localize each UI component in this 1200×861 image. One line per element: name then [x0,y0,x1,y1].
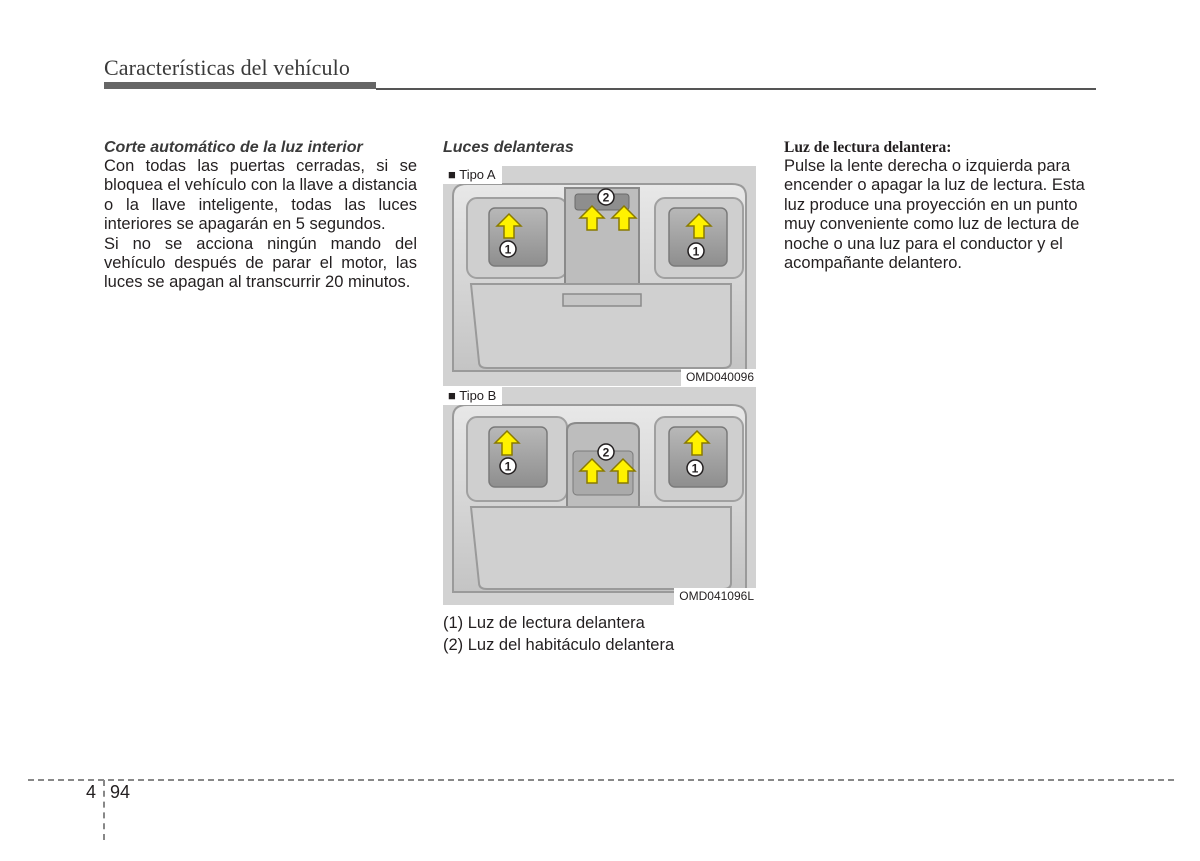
caption-1: (1) Luz de lectura delantera [443,614,645,632]
left-column [104,138,417,293]
section-heading-auto-off: Corte automático de la luz interior [104,139,363,156]
paragraph-auto-off-1: Con todas las puertas cerradas, si se bloquea el vehículo con la llave a distancia o la llave inteligente, todas las luces interiores se apagarán en 5 segundos. [104,157,417,234]
figure-label-type-a: ■ Tipo A [443,166,502,184]
chapter-number: 4 [86,782,97,802]
overhead-console-illustration-a [443,166,756,386]
caption-2: (2) Luz del habitáculo delantera [443,636,675,654]
callout-1-left-b: 1 [504,459,512,474]
figure-code-a: OMD040096 [681,369,756,386]
callout-1-left-a: 1 [504,242,512,257]
page-number: 94 [110,782,131,802]
figure-code-b: OMD041096L [674,588,756,605]
section-heading-reading-light: Luz de lectura delantera: [784,139,952,156]
header-rule-thin [376,88,1096,90]
figure-captions [443,612,674,656]
paragraph-auto-off-2: Si no se acciona ningún mando del vehículo después de parar el motor, las luces se apagan al transcurrir 20 minutos. [104,234,417,292]
footer-dashed-rule [28,779,1174,781]
overhead-console-illustration-b [443,387,756,605]
middle-column-heading-wrap [443,138,756,157]
callout-1-right-b: 1 [691,461,699,476]
header-rule-thick [104,82,376,89]
figure-type-b [443,387,756,605]
page-header-title: Características del vehículo [104,55,350,80]
paragraph-reading-light: Pulse la lente derecha o izquierda para encender o apagar la luz de lectura. Esta luz produce una proyección en un punto muy conveniente como luz de lectura de noche o una luz para el conductor y el acompañante delantero. [784,157,1085,273]
figure-label-type-b: ■ Tipo B [443,387,502,405]
callout-2-b: 2 [602,445,610,460]
figure-type-a [443,166,756,386]
right-column [784,138,1096,273]
section-heading-front-lights: Luces delanteras [443,139,574,156]
callout-2-a: 2 [602,190,610,205]
footer-vertical-dashed-rule [103,780,105,840]
callout-1-right-a: 1 [692,244,700,259]
